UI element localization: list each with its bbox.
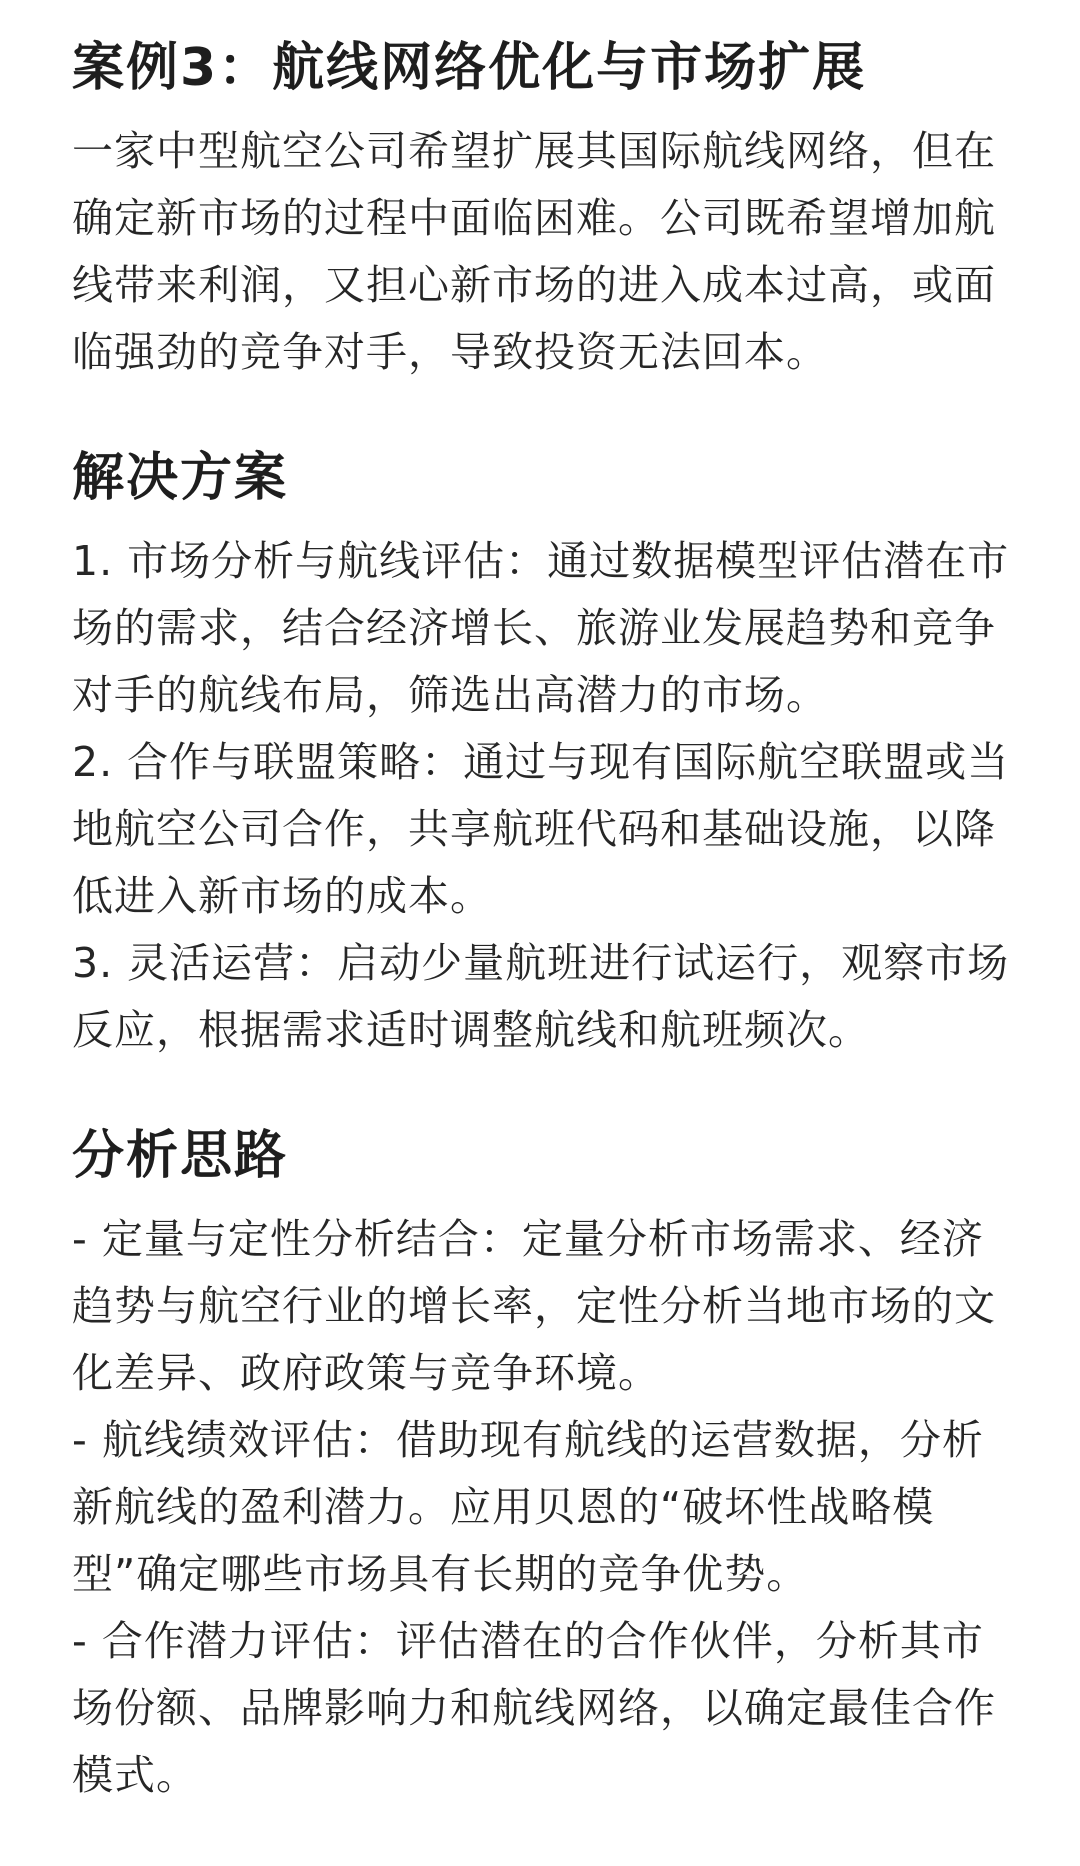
solution-item-1: 1. 市场分析与航线评估：通过数据模型评估潜在市场的需求，结合经济增长、旅游业发展趋势和竞争对手的航线布局，筛选出高潜力的市场。: [72, 537, 1010, 719]
solution-list: [72, 528, 1010, 1064]
case-description: 一家中型航空公司希望扩展其国际航线网络，但在确定新市场的过程中面临困难。公司既希望增加航线带来利润，又担心新市场的进入成本过高，或面临强劲的竞争对手，导致投资无法回本。: [72, 127, 996, 376]
solution-heading: 解决方案: [72, 448, 289, 508]
analysis-item-3: - 合作潜力评估：评估潜在的合作伙伴，分析其市场份额、品牌影响力和航线网络，以确定最佳合作模式。: [72, 1617, 996, 1799]
section-spacer: [72, 386, 1010, 440]
analysis-list: [72, 1206, 1010, 1809]
analysis-item-2: - 航线绩效评估：借助现有航线的运营数据，分析新航线的盈利潜力。应用贝恩的“破坏性战略模型”确定哪些市场具有长期的竞争优势。: [72, 1416, 984, 1598]
case-title: 案例3：航线网络优化与市场扩展: [72, 38, 867, 98]
section-spacer: [72, 1064, 1010, 1118]
analysis-item-1: - 定量与定性分析结合：定量分析市场需求、经济趋势与航空行业的增长率，定性分析当地市场的文化差异、政府政策与竞争环境。: [72, 1215, 996, 1397]
solution-item-2: 2. 合作与联盟策略：通过与现有国际航空联盟或当地航空公司合作，共享航班代码和基础设施，以降低进入新市场的成本。: [72, 738, 1010, 920]
analysis-heading: 分析思路: [72, 1126, 289, 1186]
solution-item-3: 3. 灵活运营：启动少量航班进行试运行，观察市场反应，根据需求适时调整航线和航班频次。: [72, 939, 1010, 1054]
